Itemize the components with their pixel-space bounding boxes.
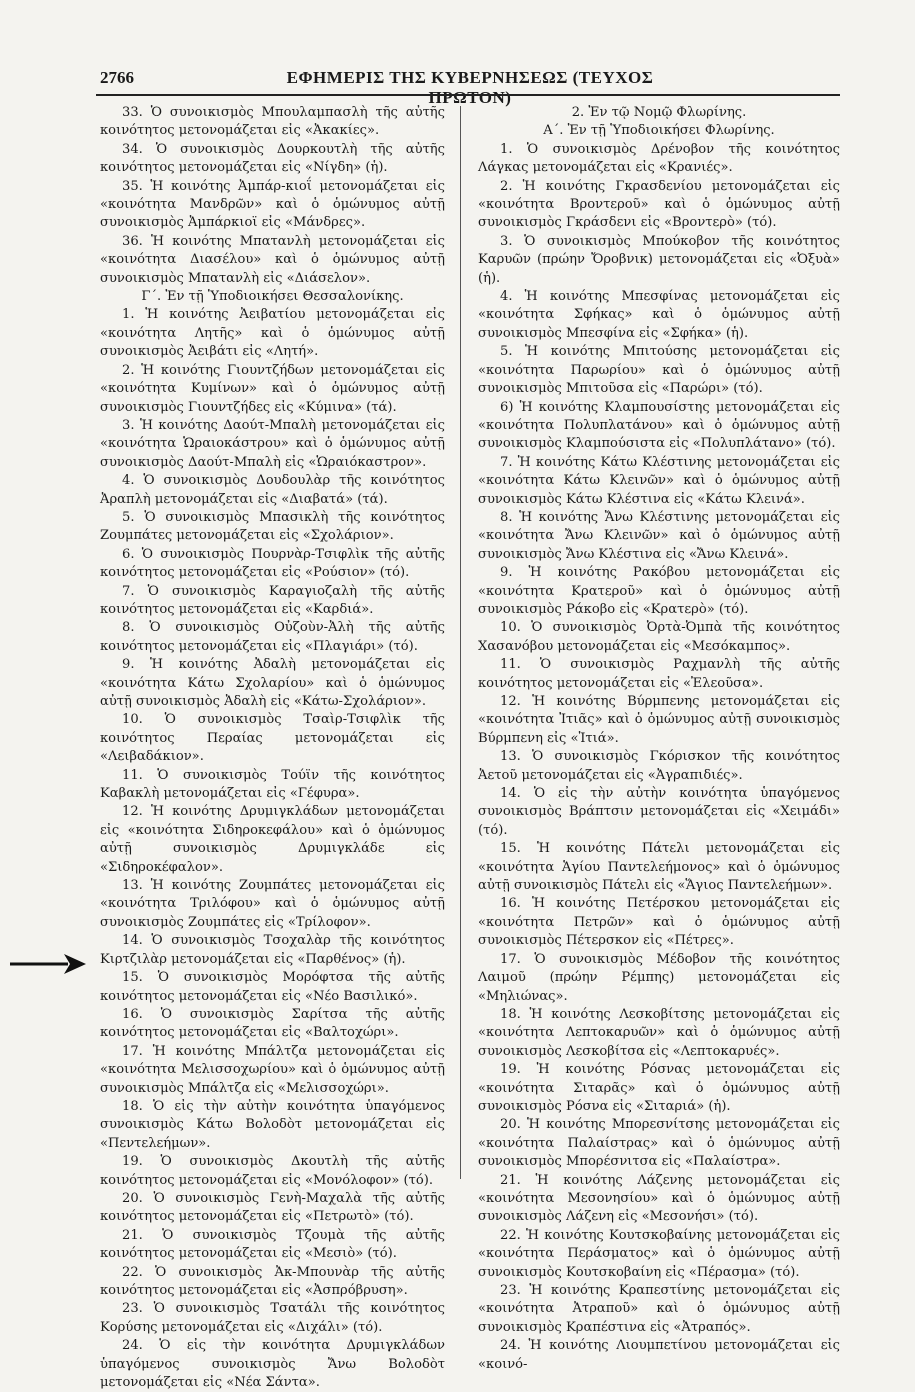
column-divider xyxy=(460,106,461,1179)
list-item: 34. Ὁ συνοικισμὸς Δουρκουτλὴ τῆς αὐτῆς κοινότητος μετονομάζεται εἰς «Νίγδη» (ἡ). xyxy=(100,141,445,176)
list-item: 11. Ὁ συνοικισμὸς Ραχμανλὴ τῆς αὐτῆς κοινότητος μετονομάζεται εἰς «Ἐλεοῦσα». xyxy=(478,657,840,691)
list-item: 4. Ἡ κοινότης Μπεσφίνας μετονομάζεται εἰς «κοινότητα Σφήκας» καὶ ὁ ὁμώνυμος αὐτῇ συνοικισμὸς Μπεσφίνα εἰς «Σφήκα» (ἡ). xyxy=(478,289,840,341)
list-item: 12. Ἡ κοινότης Βύρμπενης μετονομάζεται εἰς «κοινότητα Ἰτιᾶς» καὶ ὁ ὁμώνυμος αὐτῇ συνοικισμὸς Βύρμπενη εἰς «Ἰτιά». xyxy=(478,694,840,746)
list-item: 11. Ὁ συνοικισμὸς Τούϊν τῆς κοινότητος Καβακλὴ μετονομάζεται εἰς «Γέφυρα». xyxy=(100,767,445,802)
list-item: 7. Ἡ κοινότης Κάτω Κλέστινης μετονομάζεται εἰς «κοινότητα Κάτω Κλεινῶν» καὶ ὁ ὁμώνυμος αὐτῇ συνοικισμὸς Κάτω Κλέστινα εἰς «Κάτω Κλεινά». xyxy=(478,454,840,507)
list-item: 22. Ὁ συνοικισμὸς Ἀκ-Μπουνὰρ τῆς αὐτῆς κοινότητος μετονομάζεται εἰς «Ἀσπρόβρυση». xyxy=(100,1264,445,1298)
list-item: 36. Ἡ κοινότης Μπατανλὴ μετονομάζεται εἰς «κοινότητα Διασέλου» καὶ ὁ ὁμώνυμος αὐτῇ συνοικισμὸς Μπατανλὴ εἰς «Διάσελον». xyxy=(100,233,445,286)
section-heading-florina-subprefecture: Α΄. Ἐν τῇ Ὑποδιοικήσει Φλωρίνης. xyxy=(543,123,775,139)
section-heading-thessaloniki: Γ΄. Ἐν τῇ Ὑποδιοικήσει Θεσσαλονίκης. xyxy=(141,289,404,305)
list-item: 20. Ὁ συνοικισμὸς Γενὴ-Μαχαλὰ τῆς αὐτῆς κοινότητος μετονομάζεται εἰς «Πετρωτὸ» (τό). xyxy=(100,1190,445,1225)
list-item: 21. Ὁ συνοικισμὸς Τζουμὰ τῆς αὐτῆς κοινότητος μετονομάζεται εἰς «Μεσιὸ» (τό). xyxy=(100,1227,445,1262)
list-item: 20. Ἡ κοινότης Μπορεσνίτσης μετονομάζεται εἰς «κοινότητα Παλαίστρας» καὶ ὁ ὁμώνυμος αὐτῇ συνοικισμὸς Μπορέσνιτσα εἰς «Παλαίστρα». xyxy=(478,1117,840,1170)
list-item: 8. Ὁ συνοικισμὸς Οὐζοὺν-Ἀλὴ τῆς αὐτῆς κοινότητος μετονομάζεται εἰς «Πλαγιάρι» (τό). xyxy=(100,620,445,654)
list-item: 15. Ὁ συνοικισμὸς Μορόφτσα τῆς αὐτῆς κοινότητος μετονομάζεται εἰς «Νέο Βασιλικό». xyxy=(100,970,445,1004)
list-item: 9. Ἡ κοινότης Ρακόβου μετονομάζεται εἰς «κοινότητα Κρατεροῦ» καὶ ὁ ὁμώνυμος αὐτῇ συνοικισμὸς Ράκοβο εἰς «Κρατερὸ» (τό). xyxy=(478,565,840,617)
list-item: 3. Ὁ συνοικισμὸς Μπούκοβον τῆς κοινότητος Καρυῶν (πρώην Ὄροβνικ) μετονομάζεται εἰς «Ὀξυὰ» (ἡ). xyxy=(478,233,840,286)
list-item: 2. Ἡ κοινότης Γκρασδενίου μετονομάζεται εἰς «κοινότητα Βροντεροῦ» καὶ ὁ ὁμώνυμος αὐτῇ συνοικισμὸς Γκράσδενι εἰς «Βροντερὸ» (τό). xyxy=(478,178,840,231)
list-item: 24. Ἡ κοινότης Λιουμπετίνου μετονομάζεται εἰς «κοινό- xyxy=(478,1338,840,1372)
list-item: 5. Ἡ κοινότης Μπιτούσης μετονομάζεται εἰς «κοινότητα Παρωρίου» καὶ ὁ ὁμώνυμος αὐτῇ συνοικισμὸς Μπιτοῦσα εἰς «Παρώρι» (τό). xyxy=(478,344,840,397)
list-item: 23. Ὁ συνοικισμὸς Τσατάλι τῆς κοινότητος Κορύσης μετονομάζεται εἰς «Διχάλι» (τό). xyxy=(100,1301,445,1335)
right-entries xyxy=(478,141,840,1374)
list-item: 10. Ὁ συνοικισμὸς Ὀρτὰ-Ὀμπὰ τῆς κοινότητος Χασανόβου μετονομάζεται εἰς «Μεσόκαμπος». xyxy=(478,620,840,654)
list-item: 24. Ὁ εἰς τὴν κοινότητα Δρυμιγκλάδων ὑπαγόμενος συνοικισμὸς Ἄνω Βολοδὸτ μετονομάζεται εἰς «Νέα Σάντα». xyxy=(100,1338,445,1391)
list-item: 17. Ἡ κοινότης Μπάλτζα μετονομάζεται εἰς «κοινότητα Μελισσοχωρίου» καὶ ὁ ὁμώνυμος αὐτῇ συνοικισμὸς Μπάλτζα εἰς «Μελισσοχώρι». xyxy=(100,1043,445,1096)
list-item: 14. Ὁ συνοικισμὸς Τσοχαλὰρ τῆς κοινότητος Κιρτζιλὰρ μετονομάζεται εἰς «Παρθένος» (ἡ). xyxy=(100,933,445,967)
list-item: 14. Ὁ εἰς τὴν αὐτὴν κοινότητα ὑπαγόμενος συνοικισμὸς Βράπτσιν μετονομάζεται εἰς «Χειμάδι» (τό). xyxy=(478,786,840,838)
list-item: 1. Ἡ κοινότης Ἀειβατίου μετονομάζεται εἰς «κοινότητα Λητῆς» καὶ ὁ ὁμώνυμος αὐτῇ συνοικισμὸς Ἀειβάτι εἰς «Λητή». xyxy=(100,307,445,360)
list-item: 10. Ὁ συνοικισμὸς Τσαὶρ-Τσιφλὶκ τῆς κοινότητος Περαίας μετονομάζεται εἰς «Λειβαδάκιον». xyxy=(100,712,445,765)
list-item: 19. Ὁ συνοικισμὸς Δκουτλὴ τῆς αὐτῆς κοινότητος μετονομάζεται εἰς «Μονόλοφον» (τό). xyxy=(100,1154,445,1188)
page-number: 2766 xyxy=(100,68,134,87)
list-item: 2. Ἡ κοινότης Γιουντζήδων μετονομάζεται εἰς «κοινότητα Κυμίνων» καὶ ὁ ὁμώνυμος αὐτῇ συνοικισμὸς Γιουντζήδες εἰς «Κύμινα» (τά). xyxy=(100,362,445,415)
running-head-title: ΕΦΗΜΕΡΙΣ ΤΗΣ ΚΥΒΕΡΝΗΣΕΩΣ (ΤΕΥΧΟΣ ΠΡΩΤΟΝ) xyxy=(286,68,654,107)
list-item: 4. Ὁ συνοικισμὸς Δουδουλὰρ τῆς κοινότητος Ἀραπλὴ μετονομάζεται εἰς «Διαβατά» (τά). xyxy=(100,473,445,507)
right-column xyxy=(478,104,840,1374)
list-item: 13. Ὁ συνοικισμὸς Γκόρισκον τῆς κοινότητος Ἀετοῦ μετονομάζεται εἰς «Ἀγραπιδιές». xyxy=(478,749,840,783)
left-column xyxy=(100,104,445,1392)
list-item: 3. Ἡ κοινότης Δαούτ-Μπαλὴ μετονομάζεται εἰς «κοινότητα Ὡραιοκάστρου» καὶ ὁ ὁμώνυμος αὐτῇ συνοικισμὸς Δαούτ-Μπαλὴ εἰς «Ὡραιόκαστρον». xyxy=(100,417,445,470)
list-item: 23. Ἡ κοινότης Κραπεστίνης μετονομάζεται εἰς «κοινότητα Ἀτραποῦ» καὶ ὁ ὁμώνυμος αὐτῇ συνοικισμὸς Κραπέστινα εἰς «Ἀτραπός». xyxy=(478,1283,840,1335)
list-item: 16. Ὁ συνοικισμὸς Σαρίτσα τῆς αὐτῆς κοινότητος μετονομάζεται εἰς «Βαλτοχώρι». xyxy=(100,1006,445,1041)
list-item: 9. Ἡ κοινότης Ἀδαλὴ μετονομάζεται εἰς «κοινότητα Κάτω Σχολαρίου» καὶ ὁ ὁμώνυμος αὐτῇ συνοικισμὸς Ἀδαλὴ εἰς «Κάτω-Σχολάριον». xyxy=(100,657,445,709)
list-item: 22. Ἡ κοινότης Κουτσκοβαίνης μετονομάζεται εἰς «κοινότητα Περάσματος» καὶ ὁ ὁμώνυμος αὐτῇ συνοικισμὸς Κουτσκοβαίνη εἰς «Πέρασμα» (τό). xyxy=(478,1227,840,1280)
list-item: 6. Ὁ συνοικισμὸς Πουρνὰρ-Τσιφλὶκ τῆς αὐτῆς κοινότητος μετονομάζεται εἰς «Ρούσιον» (τό). xyxy=(100,546,445,581)
section-heading-florina-prefecture: 2. Ἐν τῷ Νομῷ Φλωρίνης. xyxy=(571,105,747,120)
left-entries-b xyxy=(100,306,445,1392)
list-item: 12. Ἡ κοινότης Δρυμιγκλάδων μετονομάζεται εἰς «κοινότητα Σιδηροκεφάλου» καὶ ὁ ὁμώνυμος αὐτῇ συνοικισμὸς Δρυμιγκλάδε εἰς «Σιδηροκέφαλον». xyxy=(100,804,445,875)
list-item: 21. Ἡ κοινότης Λάζενης μετονομάζεται εἰς «κοινότητα Μεσονησίου» καὶ ὁ ὁμώνυμος αὐτῇ συνοικισμὸς Λάζενη εἰς «Μεσονήσι» (τό). xyxy=(478,1172,840,1225)
list-item: 7. Ὁ συνοικισμὸς Καραγιοζαλὴ τῆς αὐτῆς κοινότητος μετονομάζεται εἰς «Καρδιά». xyxy=(100,583,445,617)
list-item: 35. Ἡ κοινότης Ἀμπάρ-κιοΐ μετονομάζεται εἰς «κοινότητα Μανδρῶν» καὶ ὁ ὁμώνυμος αὐτῇ συνοικισμὸς Ἀμπάρκιοϊ εἰς «Μάνδρες». xyxy=(100,178,445,231)
list-item: 5. Ὁ συνοικισμὸς Μπασικλὴ τῆς κοινότητος Ζουμπάτες μετονομάζεται εἰς «Σχολάριον». xyxy=(100,509,445,544)
list-item: 6) Ἡ κοινότης Κλαμπουσίστης μετονομάζεται εἰς «κοινότητα Πολυπλατάνου» καὶ ὁ ὁμώνυμος αὐτῇ συνοικισμὸς Κλαμπούσιστα εἰς «Πολυπλάτανο» (τό). xyxy=(478,399,840,452)
pointing-arrow-icon xyxy=(8,951,88,977)
list-item: 1. Ὁ συνοικισμὸς Δρένοβον τῆς κοινότητος Λάγκας μετονομάζεται εἰς «Κρανιές». xyxy=(478,141,840,176)
list-item: 33. Ὁ συνοικισμὸς Μπουλαμπασλὴ τῆς αὐτῆς κοινότητος μετονομάζεται εἰς «Ἀκακίες». xyxy=(100,105,445,139)
left-entries-a xyxy=(100,104,445,288)
header-rule xyxy=(96,94,840,96)
list-item: 16. Ἡ κοινότης Πετέρσκου μετονομάζεται εἰς «κοινότητα Πετρῶν» καὶ ὁ ὁμώνυμος αὐτῇ συνοικισμὸς Πέτερσκον εἰς «Πέτρες». xyxy=(478,896,840,949)
list-item: 19. Ἡ κοινότης Ρόσνας μετονομάζεται εἰς «κοινότητα Σιταρᾶς» καὶ ὁ ὁμώνυμος αὐτῇ συνοικισμὸς Ρόσνα εἰς «Σιταριά» (ἡ). xyxy=(478,1062,840,1114)
list-item: 15. Ἡ κοινότης Πάτελι μετονομάζεται εἰς «κοινότητα Ἁγίου Παντελεήμονος» καὶ ὁ ὁμώνυμος αὐτῇ συνοικισμὸς Πάτελι εἰς «Ἅγιος Παντελεήμων». xyxy=(478,841,840,894)
list-item: 18. Ὁ εἰς τὴν αὐτὴν κοινότητα ὑπαγόμενος συνοικισμὸς Κάτω Βολοδὸτ μετονομάζεται εἰς «Πεντελεήμων». xyxy=(100,1098,445,1151)
list-item: 17. Ὁ συνοικισμὸς Μέδοβον τῆς κοινότητος Λαιμοῦ (πρώην Ρέμπης) μετονομάζεται εἰς «Μηλιώνας». xyxy=(478,951,840,1004)
list-item: 18. Ἡ κοινότης Λεσκοβίτσης μετονομάζεται εἰς «κοινότητα Λεπτοκαρυῶν» καὶ ὁ ὁμώνυμος αὐτῇ συνοικισμὸς Λεσκοβίτσα εἰς «Λεπτοκαρυές». xyxy=(478,1006,840,1059)
list-item: 13. Ἡ κοινότης Ζουμπάτες μετονομάζεται εἰς «κοινότητα Τριλόφου» καὶ ὁ ὁμώνυμος αὐτῇ συνοικισμὸς Ζουμπάτες εἰς «Τρίλοφον». xyxy=(100,878,445,930)
list-item: 8. Ἡ κοινότης Ἄνω Κλέστινης μετονομάζεται εἰς «κοινότητα Ἄνω Κλεινῶν» καὶ ὁ ὁμώνυμος αὐτῇ συνοικισμὸς Ἄνω Κλέστινα εἰς «Ἄνω Κλεινά». xyxy=(478,509,840,562)
